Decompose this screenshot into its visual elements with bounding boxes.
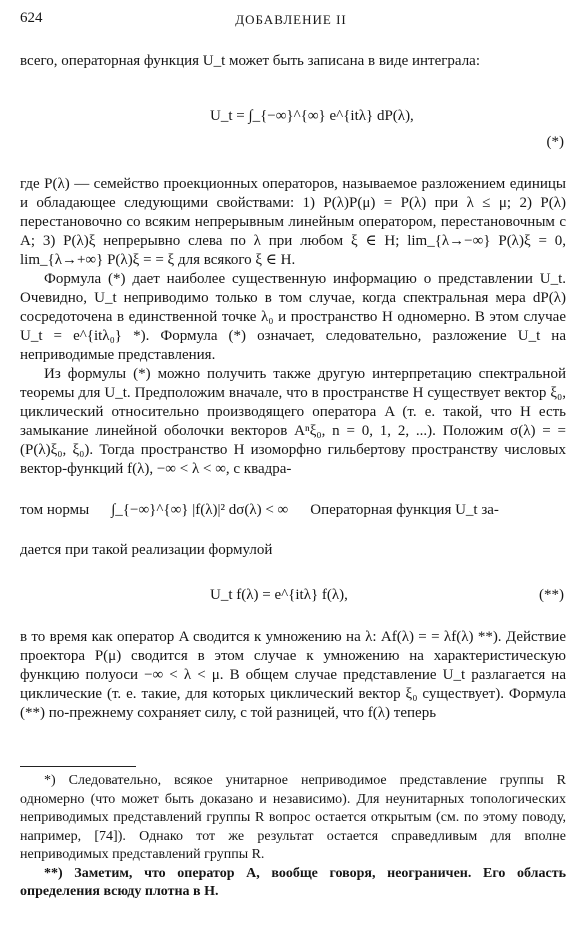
formula-integral: U_t = ∫_{−∞}^{∞} e^{itλ} dP(λ), (210, 108, 414, 124)
formula-tag-1: (*) (546, 134, 564, 150)
running-head: ДОБАВЛЕНИЕ II (235, 12, 347, 27)
footnote-2: **) Заметим, что оператор A, вообще говоря, неограничен. Его область определения всюду плотна в H. (20, 865, 566, 899)
footnote-divider (20, 766, 136, 767)
paragraph-formula-info: Формула (*) дает наиболее существенную информацию о представлении U_t. Очевидно, U_t неприводимо только в том случае, когда спектральная мера dP(λ) сосредоточена в единственной точке λ₀ и пространство H одномерно. В этом случае U_t = e^{itλ₀} *). Формула (*) означает, следовательно, разложение U_t на неприводимые представления. (20, 271, 566, 363)
footnotes (20, 772, 566, 902)
paragraph-multiplication-operator: в то время как оператор A сводится к умножению на λ: Af(λ) = = λf(λ) **). Действие проектора P(μ) сводится в этом случае к умножению на характеристическую функцию полуоси −∞ < λ < μ. В общем случае представление U_t разлагается на циклические (т. е. такие, для которых циклический вектор ξ₀ существует). Формула (**) по-прежнему сохраняет силу, с той разницей, что f(λ) теперь (20, 629, 566, 721)
paragraph-realization: дается при такой реализации формулой (20, 542, 273, 558)
norm-prefix: том нормы (20, 501, 90, 518)
page-number: 624 (20, 10, 43, 26)
footnote-1: *) Следовательно, всякое унитарное неприводимое представление группы R одномерно (что может быть доказано и независимо). Для неунитарных топологических неприводимых представлений группы R вопрос остается открытым (см. по этому поводу, например, [74]). Однако тот же результат остается справедливым для вполне неприводимых представлений группы R. (20, 773, 566, 862)
page-header (20, 10, 562, 30)
norm-suffix: Операторная функция U_t за- (310, 501, 499, 518)
formula-shift: U_t f(λ) = e^{itλ} f(λ), (210, 587, 348, 603)
formula-tag-2: (**) (539, 587, 564, 603)
display-formula-1 (20, 71, 566, 175)
paragraph-spectral-theorem: Из формулы (*) можно получить также другую интерпретацию спектральной теоремы для U_t. Предположим вначале, что в пространстве H существует вектор ξ₀, циклический относительно производящего оператора A (т. е. такой, что H есть замыкание линейной оболочки векторов Aⁿξ₀, n = 0, 1, 2, ...). Положим σ(λ) = = (P(λ)ξ₀, ξ₀). Тогда пространство H изоморфно гильбертову пространству числовых вектор-функций f(λ), −∞ < λ < ∞, с квадра- (20, 366, 566, 477)
display-formula-2 (20, 572, 566, 620)
intro-paragraph: всего, операторная функция U_t может быть записана в виде интеграла: (20, 53, 481, 69)
paragraph-projection-family: где P(λ) — семейство проекционных операторов, называемое разложением единицы и обладающее следующими свойствами: 1) P(λ)P(μ) = P(λ) при λ ≤ μ; 2) P(λ) перестановочно со всяким непрерывным линейным оператором, перестановочным с A; 3) P(λ)ξ непрерывно слева по λ при любом ξ ∈ H; lim_{λ→−∞} P(λ)ξ = 0, lim_{λ→+∞} P(λ)ξ = = ξ для всякого ξ ∈ H. (20, 176, 566, 268)
norm-formula: ∫_{−∞}^{∞} |f(λ)|² dσ(λ) < ∞ (111, 501, 289, 518)
main-text (20, 52, 566, 723)
norm-line (20, 479, 566, 541)
